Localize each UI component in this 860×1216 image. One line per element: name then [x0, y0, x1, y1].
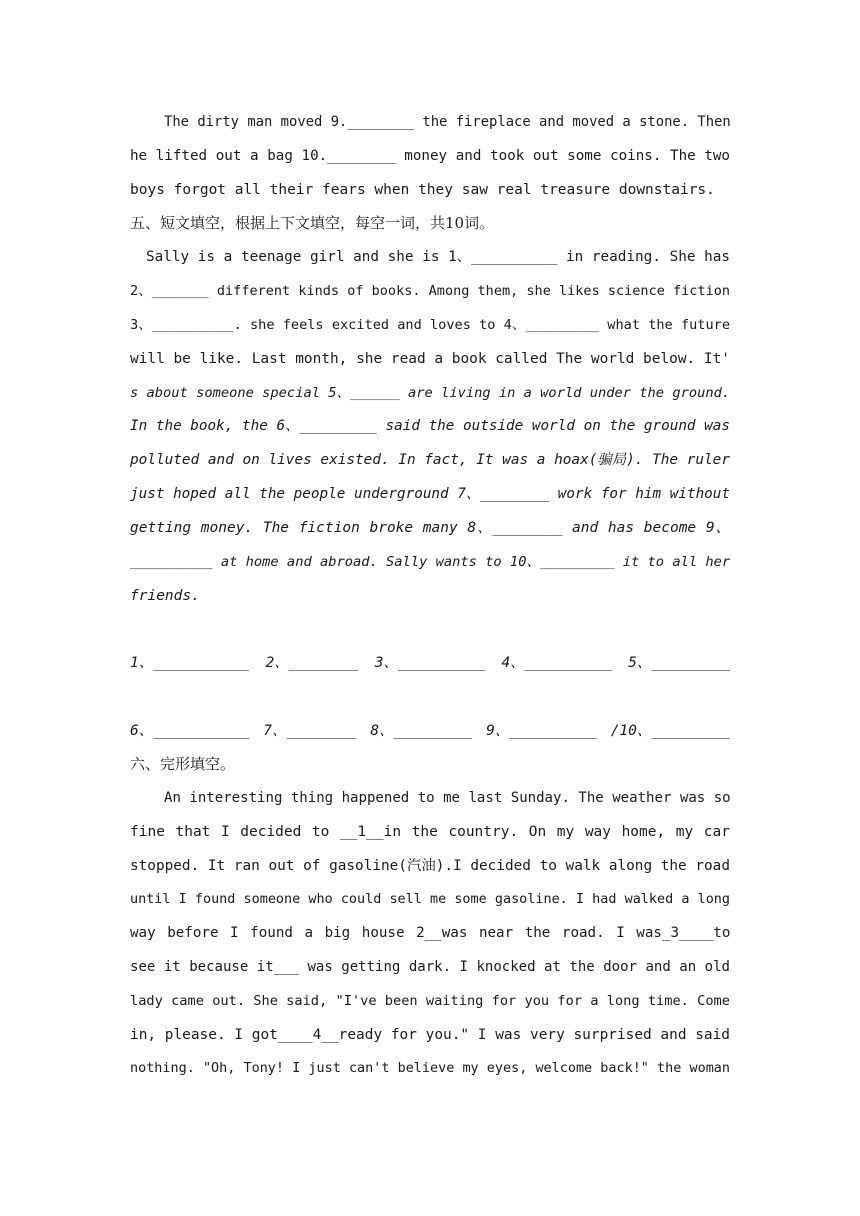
- answer-blank[interactable]: /10、_________: [610, 723, 730, 739]
- paragraph-line: __________ at home and abroad. Sally wants to 10、_________ it to all her: [130, 554, 731, 570]
- paragraph-line: The dirty man moved 9.________ the fireplace and moved a stone. Then: [164, 114, 731, 130]
- answer-blank[interactable]: 4、__________: [501, 655, 612, 671]
- paragraph-line: way before I found a big house 2__was near the road. I was_3____to: [130, 925, 731, 941]
- paragraph-line: see it because it___ was getting dark. I knocked at the door and an old: [130, 959, 730, 975]
- answer-blank[interactable]: 5、_________: [628, 655, 730, 671]
- paragraph-line: stopped. It ran out of gasoline(汽油).I decided to walk along the road: [130, 858, 730, 874]
- answer-blank[interactable]: 9、__________: [486, 723, 597, 739]
- paragraph-line: Sally is a teenage girl and she is 1、__________ in reading. She has: [146, 249, 730, 265]
- answer-blanks-row: [130, 721, 730, 741]
- paragraph-line: will be like. Last month, she read a book called The world below. It': [130, 351, 730, 367]
- paragraph-line: nothing. "Oh, Tony! I just can't believe my eyes, welcome back!" the woman: [130, 1061, 730, 1076]
- paragraph-line: friends.: [130, 588, 200, 604]
- answer-blank[interactable]: 6、___________: [130, 723, 250, 739]
- paragraph-line: boys forgot all their fears when they saw real treasure downstairs.: [130, 182, 715, 198]
- paragraph-line: polluted and on lives existed. In fact, It was a hoax(骗局). The ruler: [130, 452, 730, 468]
- paragraph-line: fine that I decided to __1__in the country. On my way home, my car: [130, 824, 730, 840]
- paragraph-line: In the book, the 6、_________ said the outside world on the ground was: [130, 418, 730, 434]
- section-heading: 六、完形填空。: [130, 755, 236, 773]
- answer-blanks-row: [130, 653, 730, 673]
- paragraph-line: just hoped all the people underground 7、________ work for him without: [130, 486, 730, 502]
- answer-blank[interactable]: 2、________: [265, 655, 359, 671]
- answer-blank[interactable]: 1、___________: [130, 655, 250, 671]
- paragraph-line: in, please. I got____4__ready for you." I was very surprised and said: [130, 1027, 730, 1043]
- answer-blank[interactable]: 8、_________: [370, 723, 473, 739]
- answer-blank[interactable]: 7、________: [263, 723, 357, 739]
- paragraph-line: 3、__________. she feels excited and loves to 4、_________ what the future: [130, 317, 730, 333]
- answer-blank[interactable]: 3、__________: [374, 655, 486, 671]
- paragraph-line: he lifted out a bag 10.________ money and took out some coins. The two: [130, 148, 730, 164]
- paragraph-line: 2、_______ different kinds of books. Among them, she likes science fiction: [130, 283, 730, 299]
- section-heading: 五、短文填空，根据上下文填空，每空一词，共10词。: [130, 214, 495, 232]
- paragraph-line: An interesting thing happened to me last Sunday. The weather was so: [164, 790, 731, 806]
- paragraph-line: getting money. The fiction broke many 8、________ and has become 9、: [130, 520, 730, 536]
- paragraph-line: s about someone special 5、______ are living in a world under the ground.: [130, 385, 731, 401]
- paragraph-line: until I found someone who could sell me some gasoline. I had walked a long: [130, 892, 730, 907]
- paragraph-line: lady came out. She said, "I've been waiting for you for a long time. Come: [130, 993, 730, 1009]
